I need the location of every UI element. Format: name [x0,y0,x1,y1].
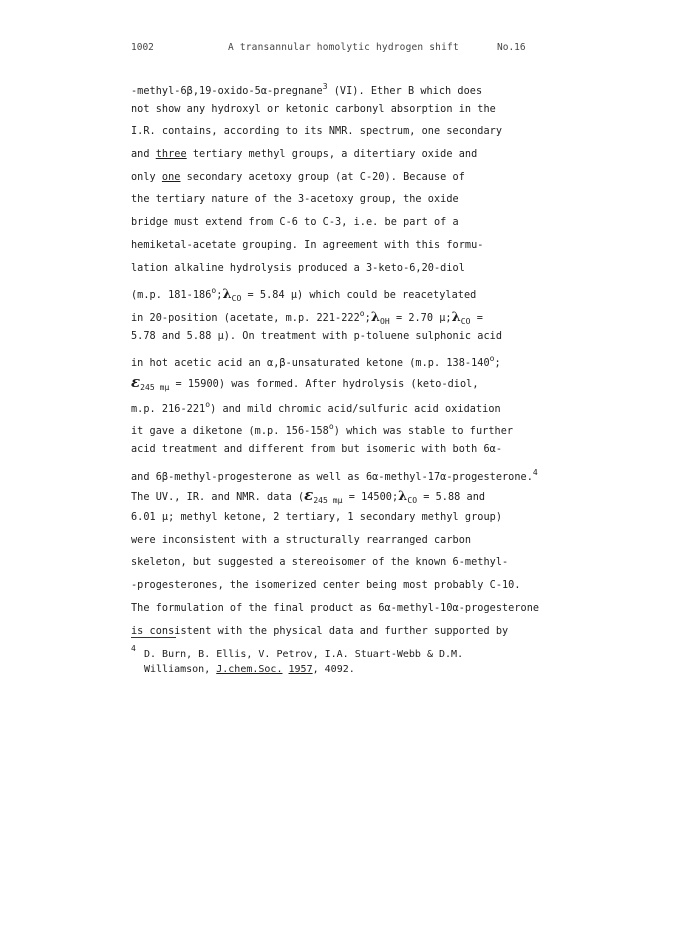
epsilon-symbol: ε [304,486,314,505]
emphasis: one [161,171,181,183]
journal-year: 1957 [288,664,313,675]
text-line: bridge must extend from C-6 to C-3, i.e. be part of a [131,217,459,229]
text-line: only one secondary acetoxy group (at C-20). Because of [131,171,465,183]
text-line: and 6β-methyl-progesterone as well as 6α-methyl-17α-progesterone.$^4$ [131,467,538,483]
text-line: The formulation of the final product as 6α-methyl-10α-progesterone [131,602,540,614]
running-title: A transannular homolytic hydrogen shift [228,42,459,53]
page-number: 1002 [131,42,154,53]
journal-name: J.chem.Soc. [216,664,283,675]
footnote-mark: 4 [131,644,136,653]
text-line: were inconsistent with a structurally rearranged carbon [131,534,472,546]
emphasis: three [155,149,187,161]
issue-number: No.16 [497,42,526,53]
footnote [131,644,651,677]
text-line: 6.01 μ; methyl ketone, 2 tertiary, 1 secondary methyl group) [131,512,503,524]
footnote-line: Williamson, J.chem.Soc. 1957, 4092. [144,664,355,675]
text-line: skeleton, but suggested a stereoisomer of the known 6-methyl- [131,557,509,569]
text-line: not show any hydroxyl or ketonic carbonyl absorption in the [131,103,496,115]
text-line: $\varepsilon_{245 m\mu} = 15900$) was formed. After hydrolysis (keto-diol, [131,372,479,392]
body-text [131,76,656,643]
footnote-rule [131,637,176,638]
reference-mark: 4 [532,467,538,477]
text-line: 5.78 and 5.88 μ). On treatment with p-toluene sulphonic acid [131,330,503,342]
page-header [0,42,680,58]
text-line: -progesterones, the isomerized center being most probably C-10. [131,580,521,592]
text-line: is consistent with the physical data and further supported by [131,625,509,637]
text-line: in hot acetic acid an α,β-unsaturated ketone (m.p. 138-140$^o$; [131,354,501,370]
text-line: in 20-position (acetate, m.p. $221-222^o;\lambda_{OH} = 2.70$ $\mu;\lambda_{CO}$ = [131,308,483,326]
text-line: hemiketal-acetate grouping. In agreement with this formu- [131,239,484,251]
text-line: I.R. contains, according to its NMR. spectrum, one secondary [131,126,503,138]
text-line: (m.p. $181-186^o;\lambda_{CO} = 5.84$ μ) which could be reacetylated [131,286,477,304]
footnote-line: D. Burn, B. Ellis, V. Petrov, I.A. Stuart-Webb & D.M. [144,649,464,660]
epsilon-symbol: ε [131,372,141,391]
text-line: -methyl-6β,19-oxido-5α-pregnane$^3$ (VI). Ether B which does [131,82,483,97]
text-line: m.p. 216-221$^o$) and mild chromic acid/sulfuric acid oxidation [131,399,501,415]
text-line: acid treatment and different from but isomeric with both 6α- [131,444,503,455]
lambda-symbol: λ [451,309,461,325]
text-line: the tertiary nature of the 3-acetoxy group, the oxide [131,194,459,206]
lambda-symbol: λ [222,287,232,303]
lambda-symbol: λ [370,309,381,325]
text-line: lation alkaline hydrolysis produced a 3-keto-6,20-diol [131,262,465,274]
text-line: and three tertiary methyl groups, a ditertiary oxide and [131,149,478,161]
text-line: The UV., IR. and NMR. data ($\varepsilon_{245 m\mu}$ = $14500;\lambda_{CO} = 5.88$ and [131,486,486,506]
text-line: it gave a diketone (m.p. 156-158$^o$) which was stable to further [131,422,514,438]
reference-mark: 3 [322,82,328,91]
lambda-symbol: λ [398,489,408,505]
